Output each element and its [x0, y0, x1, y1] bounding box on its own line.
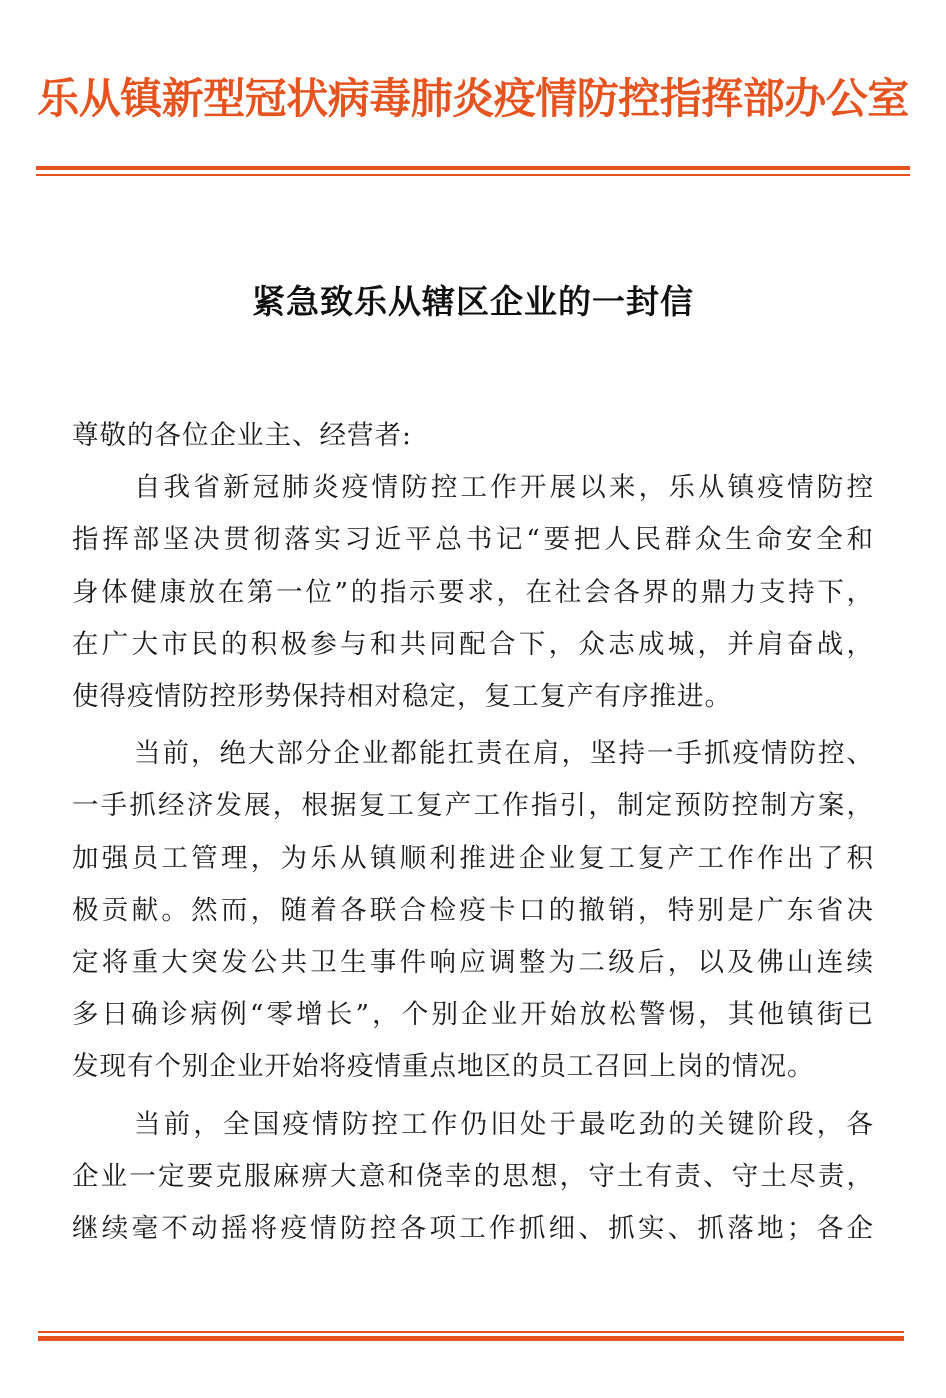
paragraph-line: 极贡献。然而，随着各联合检疫卡口的撤销，特别是广东省决 [72, 894, 874, 926]
paragraph-line: 继续毫不动摇将疫情防控各项工作抓细、抓实、抓落地；各企 [72, 1213, 874, 1245]
paragraph-line: 使得疫情防控形势保持相对稳定，复工复产有序推进。 [72, 681, 732, 713]
paragraph-line: 一手抓经济发展，根据复工复产工作指引，制定预防控制方案， [72, 790, 874, 822]
letter-body [72, 410, 874, 1255]
letterhead-rule-thick [36, 166, 910, 170]
paragraph-line: 当前，全国疫情防控工作仍旧处于最吃劲的关键阶段，各 [134, 1108, 874, 1140]
paragraph-line: 加强员工管理，为乐从镇顺利推进企业复工复产工作作出了积 [72, 842, 874, 874]
paragraph-3 [72, 1099, 874, 1256]
paragraph-line: 发现有个别企业开始将疫情重点地区的员工召回上岗的情况。 [72, 1051, 815, 1083]
paragraph-1 [72, 462, 874, 723]
paragraph-2 [72, 728, 874, 1093]
paragraph-line: 自我省新冠肺炎疫情防控工作开展以来，乐从镇疫情防控 [134, 472, 874, 504]
paragraph-line: 指挥部坚决贯彻落实习近平总书记“要把人民群众生命安全和 [72, 524, 874, 556]
footer-rule-thin [38, 1331, 904, 1333]
paragraph-line: 定将重大突发公共卫生事件响应调整为二级后，以及佛山连续 [72, 947, 874, 979]
paragraph-line: 多日确诊病例“零增长”，个别企业开始放松警惕，其他镇街已 [72, 999, 874, 1031]
paragraph-line: 在广大市民的积极参与和共同配合下，众志成城，并肩奋战， [72, 628, 874, 660]
footer-rule-thick [38, 1336, 904, 1341]
paragraph-line: 企业一定要克服麻痹大意和侥幸的思想，守土有责、守土尽责， [72, 1160, 874, 1192]
salutation: 尊敬的各位企业主、经营者: [72, 420, 412, 451]
paragraph-line: 当前，绝大部分企业都能扛责在肩，坚持一手抓疫情防控、 [134, 738, 874, 770]
document-title: 紧急致乐从辖区企业的一封信 [252, 282, 694, 321]
letterhead-rule-thin [36, 174, 910, 176]
paragraph-line: 身体健康放在第一位”的指示要求，在社会各界的鼎力支持下， [72, 576, 874, 608]
letterhead-title: 乐从镇新型冠状病毒肺炎疫情防控指挥部办公室 [37, 74, 909, 123]
